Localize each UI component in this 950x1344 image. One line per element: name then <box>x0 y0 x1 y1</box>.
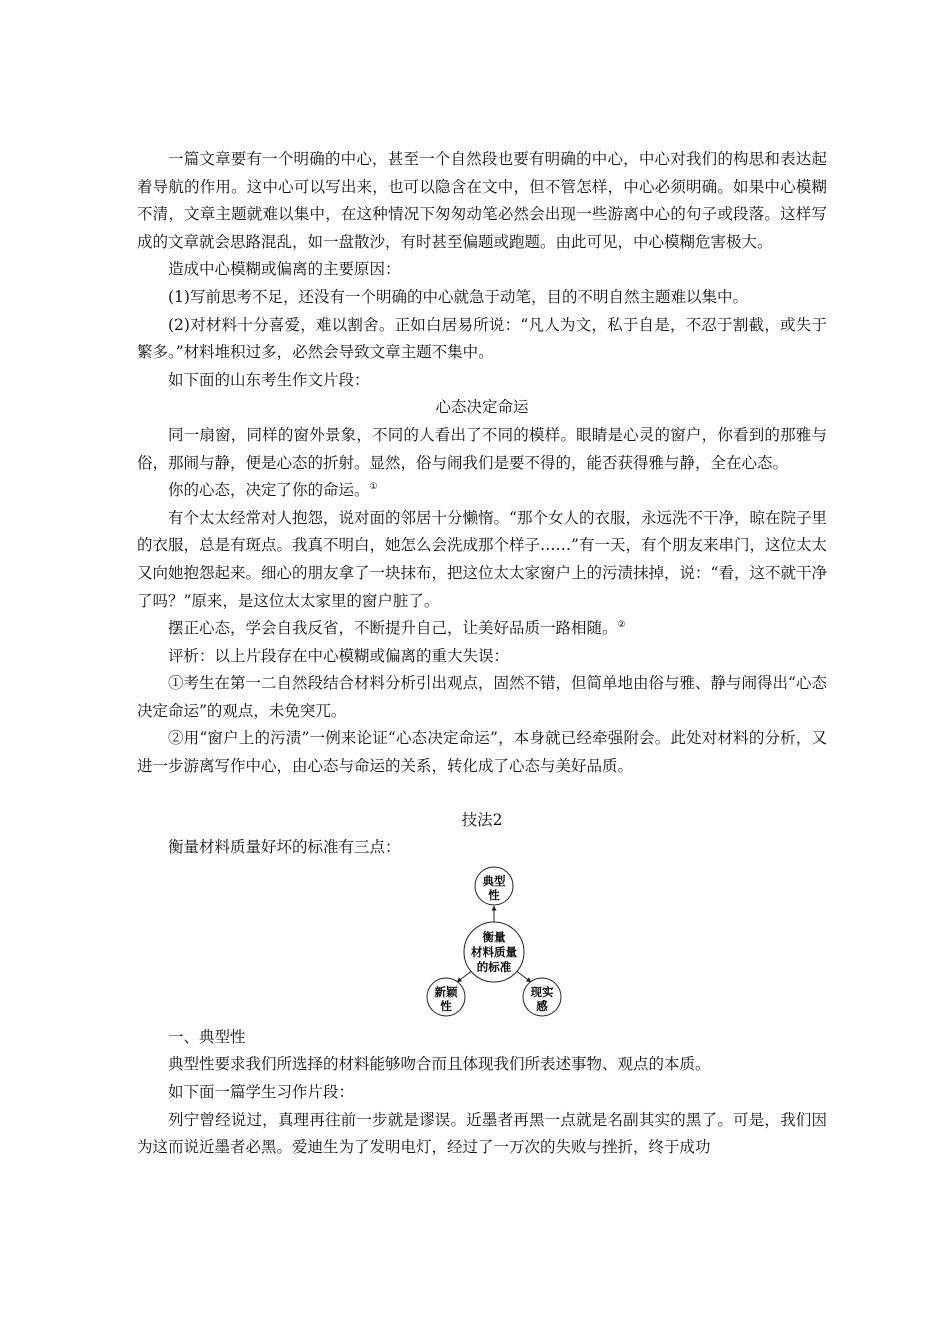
causes-heading: 造成中心模糊或偏离的主要原因： <box>168 260 401 279</box>
standards-intro: 衡量材料质量好坏的标准有三点： <box>168 838 401 857</box>
essay-paragraph-1: 同一扇窗，同样的窗外景象，不同的人看出了不同的模样。眼睛是心灵的窗户，你看到的那雅与俗，那闹与静，便是心态的折射。显然，俗与闹我们是要不得的，能否获得雅与静，全在心态。 <box>137 425 827 472</box>
essay-paragraph-4 <box>137 615 827 643</box>
essay-paragraph-4-text: 摆正心态，学会自我反省，不断提升自己，让美好品质一路相随。 <box>168 619 618 638</box>
node-top-line-1: 典型 <box>482 873 506 888</box>
node-center-line-2: 材料质量 <box>471 944 517 959</box>
cause-2: (2)对材料十分喜爱，难以割舍。正如白居易所说：“凡人为文，私于自是，不忍于割截，或失于繁多。”材料堆积过多，必然会导致文章主题不集中。 <box>137 315 827 362</box>
node-left-line-2: 性 <box>440 998 452 1013</box>
typicality-definition: 典型性要求我们所选择的材料能够吻合而且体现我们所表述事物、观点的本质。 <box>168 1055 711 1074</box>
section-gap <box>137 781 827 807</box>
essay-title: 心态决定命运 <box>435 398 529 417</box>
essay-paragraph-2 <box>137 477 827 505</box>
node-right-line-2: 感 <box>536 998 548 1013</box>
review-point-1: ①考生在第一二自然段结合材料分析引出观点，固然不错，但简单地由俗与雅、静与闹得出“心态决定命运”的观点，未免突兀。 <box>137 674 827 720</box>
cause-1: (1)写前思考不足，还没有一个明确的中心就急于动笔，目的不明自然主题难以集中。 <box>168 287 748 306</box>
footnote-mark-2: ② <box>617 619 626 630</box>
student-example-intro: 如下面一篇学生习作片段： <box>168 1083 355 1102</box>
student-example-text: 列宁曾经说过，真理再往前一步就是谬误。近墨者再黑一点就是名副其实的黑了。可是，我们因为这而说近墨者必黑。爱迪生为了发明电灯，经过了一万次的失败与挫折，终于成功 <box>137 1110 827 1157</box>
node-center-line-1: 衡量 <box>482 929 506 944</box>
node-right-line-1: 现实 <box>530 984 554 999</box>
typicality-heading: 一、典型性 <box>168 1027 246 1046</box>
footnote-mark-1: ① <box>369 481 378 492</box>
review-point-2: ②用“窗户上的污渍”一例来论证“心态决定命运”，本身就已经牵强附会。此处对材料的分析，又进一步游离写作中心，由心态与命运的关系，转化成了心态与美好品质。 <box>137 729 827 776</box>
intro-paragraph: 一篇文章要有一个明确的中心，甚至一个自然段也要有明确的中心，中心对我们的构思和表达起着导航的作用。这中心可以写出来，也可以隐含在文中，但不管怎样，中心必须明确。如果中心模糊不清，文章主题就难以集中，在这种情况下匆匆动笔必然会出现一些游离中心的句子或段落。这样写成的文章就会思路混乱，如一盘散沙，有时甚至偏题或跑题。由此可见，中心模糊危害极大。 <box>137 150 827 251</box>
essay-paragraph-2-text: 你的心态，决定了你的命运。 <box>168 481 370 500</box>
example-intro: 如下面的山东考生作文片段： <box>168 370 370 389</box>
document-page <box>137 146 827 1162</box>
section-title: 技法2 <box>461 810 503 829</box>
node-top-line-2: 性 <box>488 887 500 902</box>
review-heading: 评析：以上片段存在中心模糊或偏离的重大失误： <box>168 646 510 665</box>
arrow-to-right <box>515 970 531 982</box>
essay-paragraph-3: 有个太太经常对人抱怨，说对面的邻居十分懒惰。“那个女人的衣服，永远洗不干净，晾在院子里的衣服，总是有斑点。我真不明白，她怎么会洗成那个样子……”有一天，有个朋友来串门，这位太太又向她抱怨起来。细心的朋友拿了一块抹布，把这位太太家窗户上的污渍抹掉，说：“看，这不就干净了吗？”原来，是这位太太家里的窗户脏了。 <box>137 508 827 610</box>
arrow-to-left <box>457 970 473 982</box>
standards-diagram <box>137 866 827 1018</box>
diagram-svg <box>137 866 827 1018</box>
node-left-line-1: 新颖 <box>434 984 458 999</box>
node-center-line-3: 的标准 <box>476 959 512 974</box>
